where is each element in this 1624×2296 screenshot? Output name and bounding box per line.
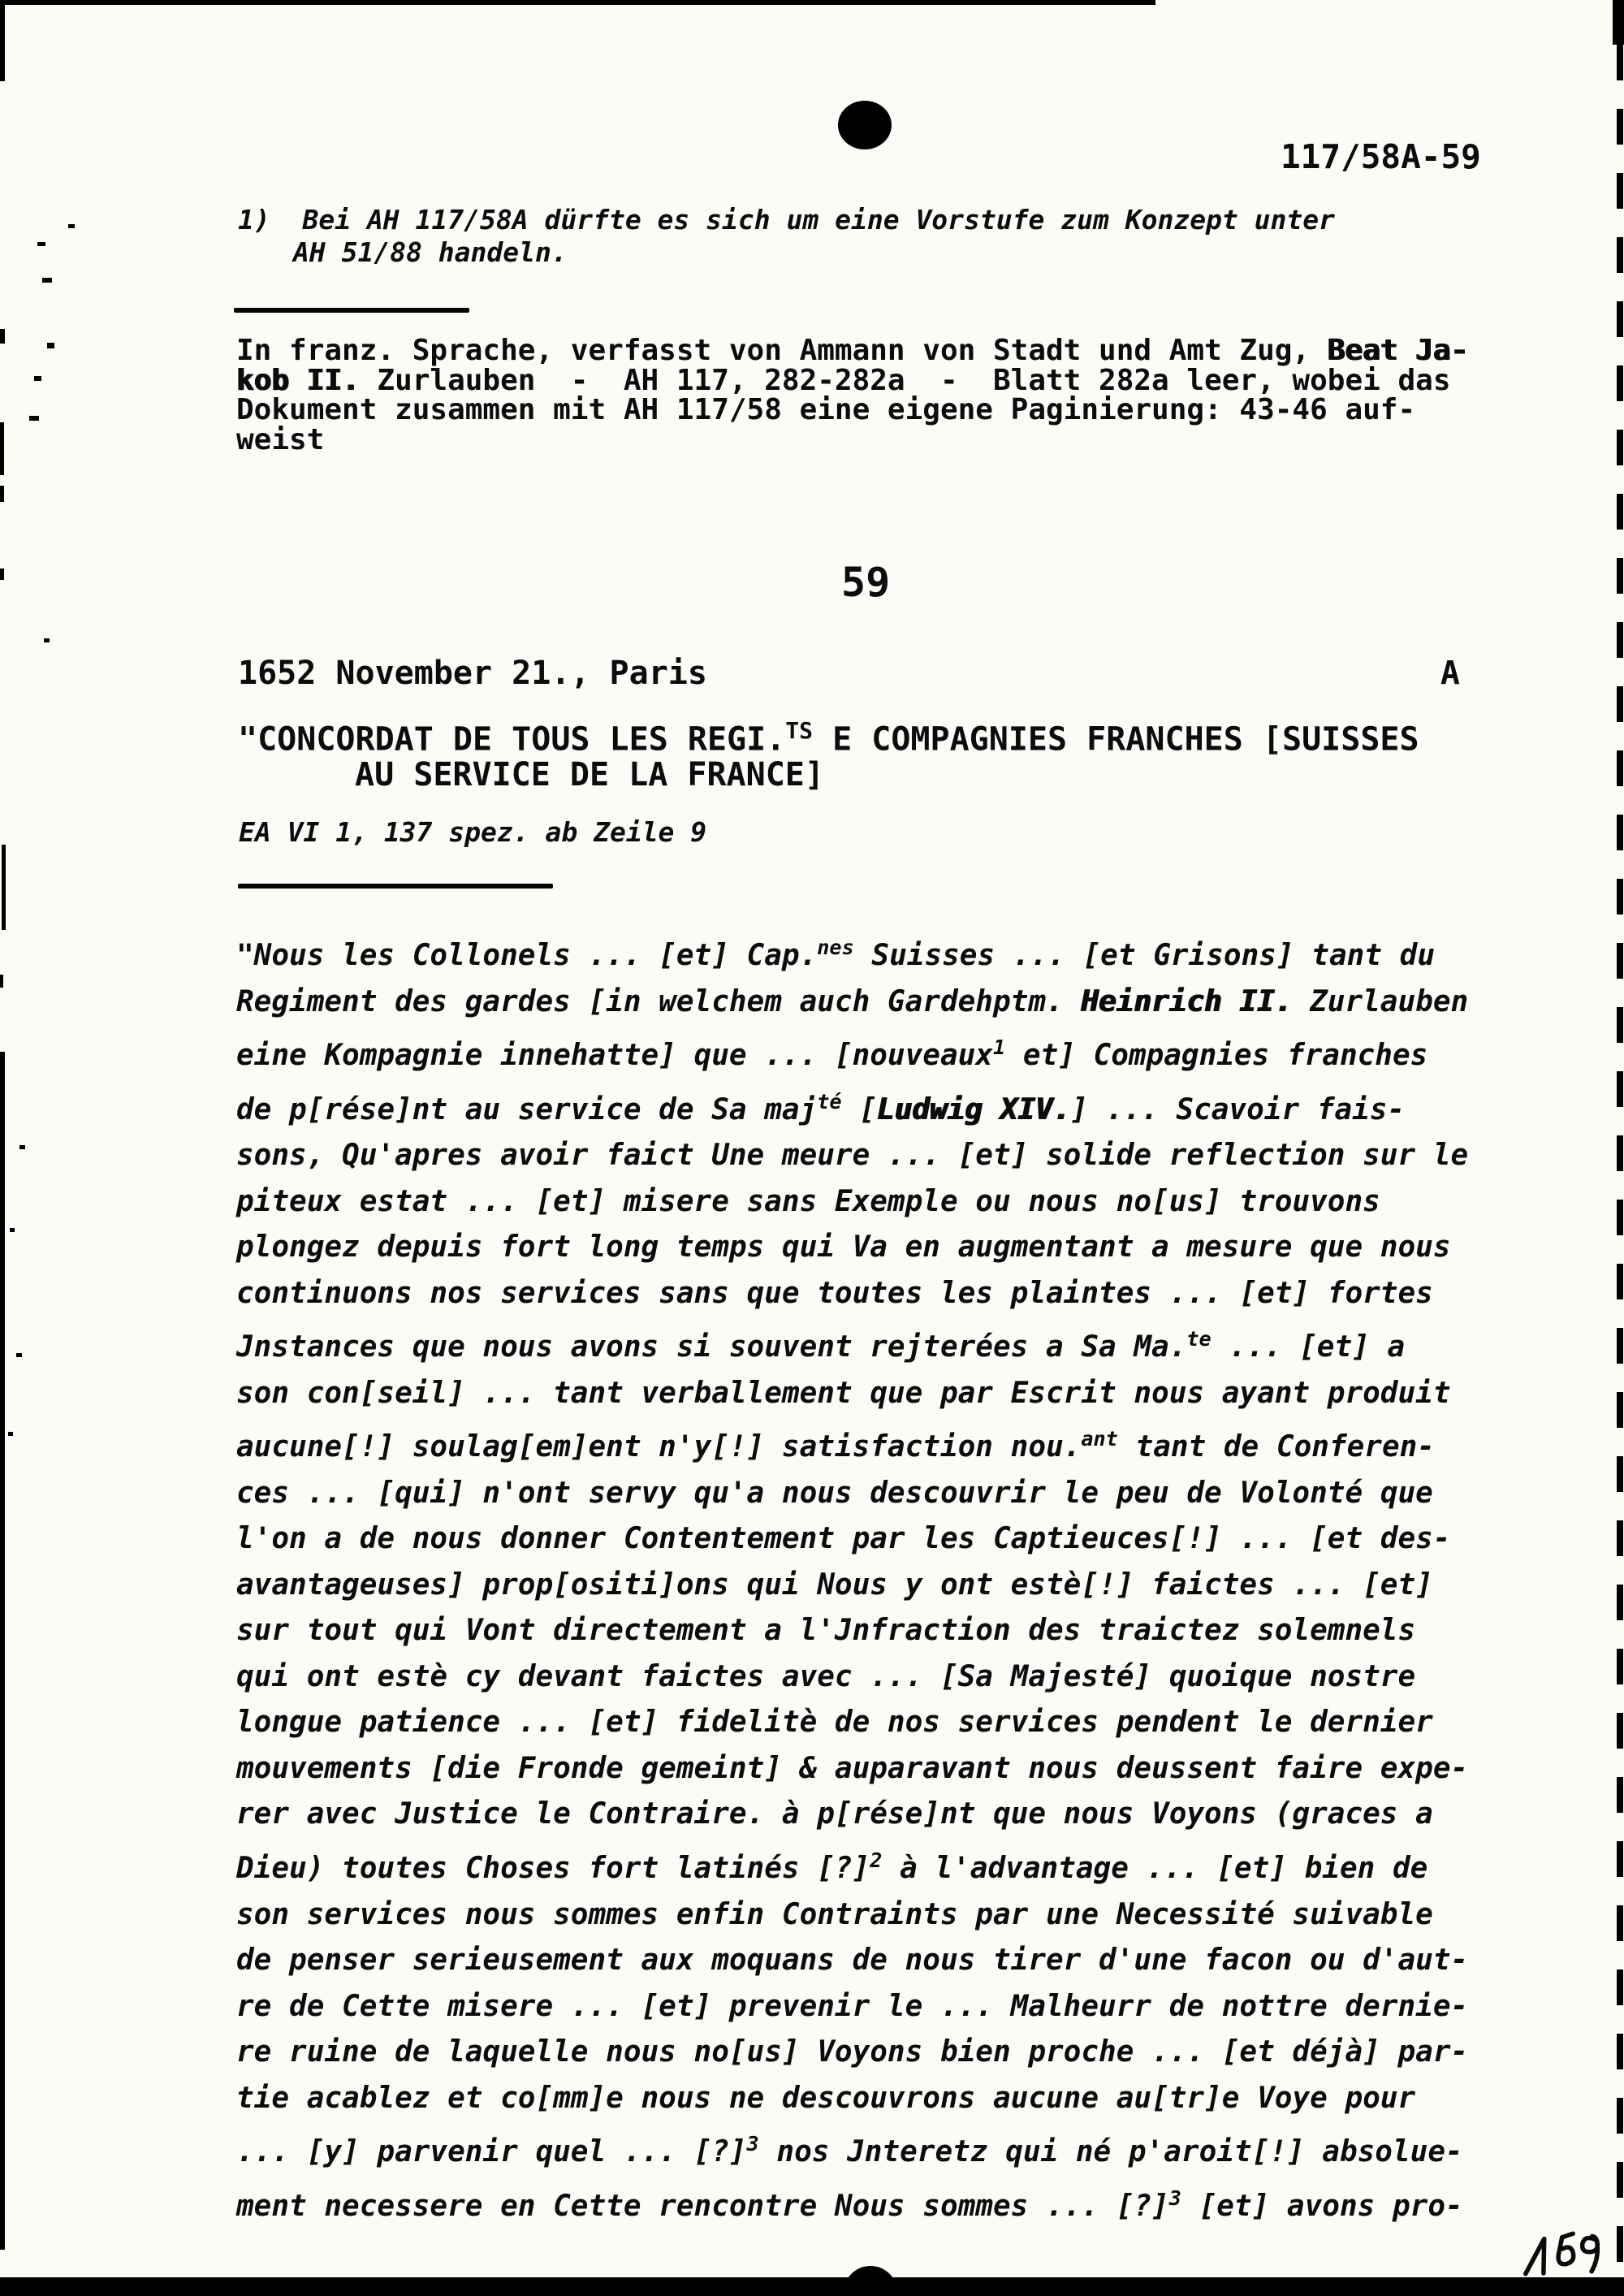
text-line: continuons nos services sans que toutes les plaintes ... [et] fortes [236, 1276, 1433, 1310]
scan-speck [10, 1228, 15, 1232]
scan-artifact [0, 486, 4, 502]
text-line: longue patience ... [et] fidelitè de nos services pendent le dernier [236, 1706, 1433, 1740]
text-line: re de Cette misere ... [et] prevenir le ... Malheurr de nottre dernie- [236, 1989, 1469, 2023]
text-line: piteux estat ... [et] misere sans Exemple ou nous no[us] trouvons [236, 1184, 1380, 1218]
text-line: avantageuses] prop[ositi]ons qui Nous y ont estè[!] faictes ... [et] [236, 1567, 1433, 1602]
text-line: son services nous sommes enfin Contraints par une Necessité suivable [236, 1897, 1433, 1931]
scan-speck [29, 416, 39, 421]
text-line: Dieu) toutes Choses fort latinés [?]$^2$ à l'advantage ... [et] bien de [236, 1848, 1428, 1886]
scan-border-corner [1613, 0, 1624, 45]
scan-speck [8, 1432, 13, 1436]
text-line: re ruine de laquelle nous no[us] Voyons bien proche ... [et déjà] par- [236, 2035, 1469, 2069]
divider-rule-top [234, 308, 469, 313]
text-line: plongez depuis fort long temps qui Va en augmentant a mesure que nous [236, 1230, 1451, 1265]
scan-speck [44, 638, 50, 642]
scan-artifact [0, 569, 4, 580]
scan-border-right [1617, 45, 1623, 2278]
scan-speck [42, 278, 52, 283]
scan-artifact [0, 975, 3, 988]
scan-speck [37, 242, 45, 246]
text-line: Regiment des gardes [in welchem auch Gardehptm. Heinrich II. Zurlauben [236, 984, 1469, 1018]
provenance-note [236, 336, 1468, 455]
scan-border-bottom [0, 2277, 1624, 2296]
text-line: "Nous les Collonels ... [et] Cap.$^{nes}$ Suisses ... [et Grisons] tant du [236, 936, 1435, 973]
scan-artifact [0, 329, 5, 344]
text-line: rer avec Justice le Contraire. à p[rése]nt que nous Voyons (graces a [236, 1797, 1433, 1831]
letter-label: A [1440, 655, 1460, 692]
text-line: eine Kompagnie innehatte] que ... [nouveaux$^1$ et] Compagnies franches [236, 1036, 1428, 1073]
text-line: l'on a de nous donner Contentement par les Captieuces[!] ... [et des- [236, 1522, 1451, 1556]
text-line: Dokument zusammen mit AH 117/58 eine eigene Paginierung: 43-46 auf- [236, 393, 1416, 426]
text-line: AU SERVICE DE LA FRANCE] [355, 755, 824, 793]
transcription-body [236, 925, 1511, 2229]
text-line: de p[rése]nt au service de Sa maj$^{té}$ [Ludwig XIV.] ... Scavoir fais- [236, 1089, 1406, 1126]
scan-speck [16, 1353, 22, 1357]
scan-border-left-lower [0, 1052, 5, 2250]
text-line: In franz. Sprache, verfasst von Ammann von Stadt und Amt Zug, Beat Ja- [236, 334, 1469, 367]
text-line: Jnstances que nous avons si souvent rejterées a Sa Ma.$^{te}$ ... [et] a [236, 1327, 1406, 1364]
document-title [238, 713, 1419, 793]
date-row [238, 655, 1460, 691]
footnote [238, 204, 1335, 269]
scan-speck [68, 224, 75, 228]
text-line: qui ont estè cy devant faictes avec ... [Sa Majesté] quoique nostre [236, 1659, 1416, 1693]
scan-speck [34, 376, 41, 381]
scan-speck [19, 1145, 25, 1149]
source-reference: EA VI 1, 137 spez. ab Zeile 9 [239, 816, 707, 848]
punch-hole-icon [838, 101, 892, 149]
date-place: 1652 November 21., Paris [238, 655, 707, 692]
text-line: sur tout qui Vont directement a l'Jnfraction des traictez solemnels [236, 1614, 1416, 1648]
text-line: mouvements [die Fronde gemeint] & auparavant nous deussent faire expe- [236, 1751, 1469, 1785]
scan-border-left [0, 0, 5, 81]
scan-border-top [0, 0, 1155, 5]
text-line: tie acablez et co[mm]e nous ne descouvrons aucune au[tr]e Voye pour [236, 2081, 1416, 2115]
divider-rule-body [238, 884, 553, 889]
text-line: son con[seil] ... tant verballement que par Escrit nous ayant produit [236, 1376, 1451, 1410]
text-line: de penser serieusement aux moquans de nous tirer d'une facon ou d'aut- [236, 1944, 1469, 1978]
scan-artifact [2, 845, 6, 930]
text-line: ces ... [qui] n'ont servy qu'a nous descouvrir le peu de Volonté que [236, 1476, 1433, 1510]
text-line: ment necessere en Cette rencontre Nous sommes ... [?]$^3$ [et] avons pro- [236, 2186, 1463, 2223]
text-line: 1) Bei AH 117/58A dürfte es sich um eine Vorstufe zum Konzept unter [238, 204, 1336, 236]
text-line: AH 51/88 handeln. [293, 236, 568, 268]
document-number: 59 [841, 559, 891, 606]
text-line: sons, Qu'apres avoir faict Une meure ... [et] solide reflection sur le [236, 1139, 1469, 1173]
text-line: aucune[!] soulag[em]ent n'y[!] satisfaction nou.$^{ant}$ tant de Conferen- [236, 1427, 1435, 1464]
scan-artifact [0, 422, 4, 475]
archive-reference: 117/58A-59 [1281, 137, 1481, 176]
text-line: kob II. Zurlauben - AH 117, 282-282a - Blatt 282a leer, wobei das [236, 363, 1451, 397]
scan-speck [47, 343, 54, 348]
text-line: ... [y] parvenir quel ... [?]$^3$ nos Jnteretz qui né p'aroit[!] absolue- [236, 2132, 1463, 2169]
text-line: weist [236, 422, 325, 456]
text-line: "CONCORDAT DE TOUS LES REGI.$^{TS}$ E COMPAGNIES FRANCHES [SUISSES [238, 717, 1419, 759]
